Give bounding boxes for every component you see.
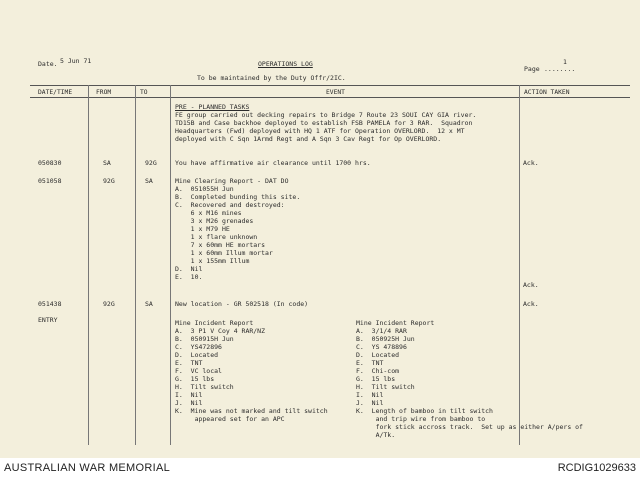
event-line: D. Nil xyxy=(175,265,203,273)
event-line: 1 x M79 HE xyxy=(175,225,230,233)
date-label: Date. xyxy=(38,60,58,68)
entry-action: Ack. xyxy=(523,159,539,167)
col-divider xyxy=(88,85,89,445)
table-top-rule xyxy=(30,85,630,86)
entry-from: 92G xyxy=(103,177,115,185)
page-title: OPERATIONS LOG xyxy=(258,60,313,68)
report-line: K. Length of bamboo in tilt switch xyxy=(356,407,493,415)
event-line: New location - GR 502518 (In code) xyxy=(175,300,309,308)
event-line: E. 10. xyxy=(175,273,203,281)
event-line: 3 x M26 grenades xyxy=(175,217,254,225)
event-line: TD15B and Case backhoe deployed to establish FSB PAMELA for 3 RAR. Squadron xyxy=(175,119,473,127)
report-line: fork stick accross track. Set up as either A/pers of xyxy=(356,423,583,431)
event-line: Headquarters (Fwd) deployed with HQ 1 ATF for Operation OVERLORD. 12 x MT xyxy=(175,127,465,135)
event-line: C. Recovered and destroyed: xyxy=(175,201,285,209)
report-line: B. 050915H Jun xyxy=(175,335,234,343)
archive-credit: AUSTRALIAN WAR MEMORIAL xyxy=(4,462,171,474)
table-header-rule xyxy=(30,97,630,98)
page-number: 1 xyxy=(563,58,567,66)
report-line: D. Located xyxy=(175,351,219,359)
report-line: K. Mine was not marked and tilt switch xyxy=(175,407,328,415)
report-line: B. 050925H Jun xyxy=(356,335,415,343)
entry-datetime: 051058 xyxy=(38,177,62,185)
report-line: Mine Incident Report xyxy=(175,319,254,327)
col-divider xyxy=(135,85,136,445)
report-line: C. YS 478896 xyxy=(356,343,407,351)
report-line: H. Tilt switch xyxy=(356,383,415,391)
report-line: A/Tk. xyxy=(356,431,396,439)
report-line: A. 3/1/4 RAR xyxy=(356,327,407,335)
column-header: TO xyxy=(140,89,148,96)
page-dots: ........ xyxy=(544,65,576,73)
date-value: 5 Jun 71 xyxy=(60,57,92,65)
report-line: H. Tilt switch xyxy=(175,383,234,391)
report-line: G. 15 lbs xyxy=(356,375,396,383)
entry-to: SA xyxy=(145,300,153,308)
entry-action: Ack. xyxy=(523,281,539,289)
column-header: ACTION TAKEN xyxy=(524,89,570,96)
entry-from: SA xyxy=(103,159,111,167)
report-line: G. 15 lbs xyxy=(175,375,215,383)
event-line: Mine Clearing Report - DAT DO xyxy=(175,177,289,185)
event-line: 1 x flare unknown xyxy=(175,233,258,241)
entry-datetime: 051438 xyxy=(38,300,62,308)
report-line: F. Chi-com xyxy=(356,367,400,375)
event-line: You have affirmative air clearance until 1700 hrs. xyxy=(175,159,371,167)
mine-incident-report-left xyxy=(175,319,328,423)
page-label: Page xyxy=(524,65,540,73)
event-line: FE group carried out decking repairs to Bridge 7 Route 23 SOUI CAY GIA river. xyxy=(175,111,477,119)
event-line: A. 051055H Jun xyxy=(175,185,234,193)
report-line: Mine Incident Report xyxy=(356,319,435,327)
entry-type: ENTRY xyxy=(38,316,58,324)
column-header: DATE/TIME xyxy=(38,89,73,96)
page-subtitle: To be maintained by the Duty Offr/2IC. xyxy=(197,74,346,82)
event-line: deployed with C Sqn 1Armd Regt and A Sqn 3 Cav Regt for Op OVERLORD. xyxy=(175,135,442,143)
mine-incident-report-right xyxy=(356,319,583,439)
report-line: F. VC local xyxy=(175,367,222,375)
event-line: B. Completed bunding this site. xyxy=(175,193,301,201)
report-line: D. Located xyxy=(356,351,400,359)
event-line: 6 x M16 mines xyxy=(175,209,242,217)
report-line: appeared set for an APC xyxy=(175,415,285,423)
report-line: C. YS472896 xyxy=(175,343,222,351)
report-line: J. Nil xyxy=(356,399,384,407)
column-header: EVENT xyxy=(326,89,345,96)
entry-action: Ack. xyxy=(523,300,539,308)
report-line: I. Nil xyxy=(175,391,203,399)
col-divider xyxy=(170,85,171,445)
archive-record-id: RCDIG1029633 xyxy=(557,462,636,474)
entry-from: 92G xyxy=(103,300,115,308)
entry-to: SA xyxy=(145,177,153,185)
report-line: A. 3 P1 V Coy 4 RAR/NZ xyxy=(175,327,266,335)
entry-to: 92G xyxy=(145,159,157,167)
report-line: E. TNT xyxy=(356,359,384,367)
log-entry xyxy=(175,177,300,281)
event-line: 7 x 60mm HE mortars xyxy=(175,241,266,249)
log-entry xyxy=(175,103,476,143)
report-line: and trip wire from bamboo to xyxy=(356,415,486,423)
report-line: I. Nil xyxy=(356,391,384,399)
column-header: FROM xyxy=(96,89,112,96)
report-line: E. TNT xyxy=(175,359,203,367)
report-line: J. Nil xyxy=(175,399,203,407)
event-line: PRE - PLANNED TASKS xyxy=(175,103,250,111)
event-line: 1 x 60mm Illum mortar xyxy=(175,249,273,257)
event-line: 1 x 155mm Illum xyxy=(175,257,250,265)
entry-datetime: 050830 xyxy=(38,159,62,167)
